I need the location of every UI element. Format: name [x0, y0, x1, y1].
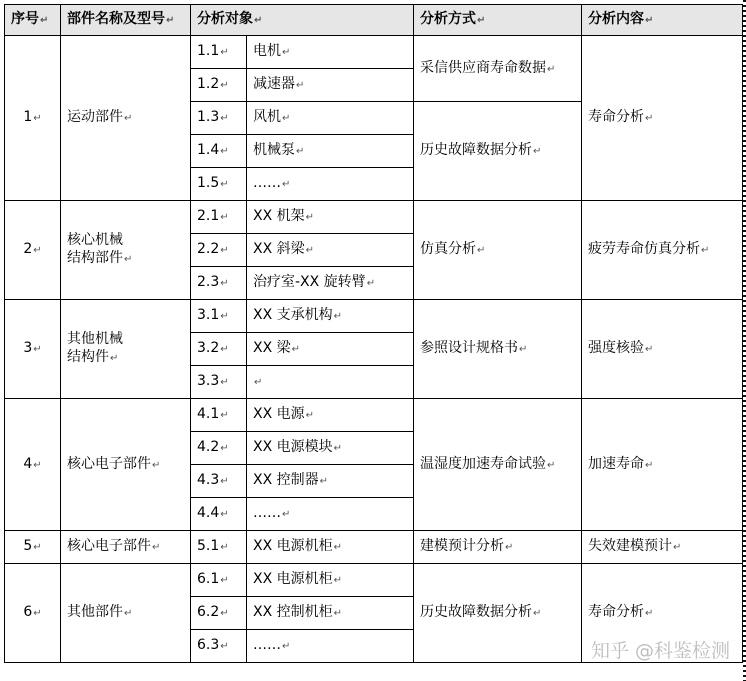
item-number-cell: 6.3↵ [191, 630, 247, 663]
item-number-cell: 4.4↵ [191, 498, 247, 531]
analysis-object-cell: XX 控制器↵ [247, 465, 414, 498]
table-row [5, 531, 743, 564]
part-name-line: 其他部件↵ [67, 604, 133, 620]
seq-cell: 4↵ [5, 399, 61, 531]
analysis-object-cell: 减速器↵ [247, 69, 414, 102]
part-name-cell [61, 36, 191, 201]
item-number-cell: 6.2↵ [191, 597, 247, 630]
part-name-cell [61, 564, 191, 663]
seq-cell: 2↵ [5, 201, 61, 300]
analysis-object-cell: XX 梁↵ [247, 333, 414, 366]
seq-cell: 5↵ [5, 531, 61, 564]
table-body [5, 36, 743, 663]
item-number-cell: 1.2↵ [191, 69, 247, 102]
analysis-object-cell: ……↵ [247, 498, 414, 531]
analysis-method-cell: 采信供应商寿命数据↵ [414, 36, 582, 102]
part-name-cell [61, 531, 191, 564]
item-number-cell: 2.1↵ [191, 201, 247, 234]
part-name-line: 核心机械 [67, 232, 123, 248]
header-analysis-object: 分析对象↵ [191, 5, 414, 36]
watermark: 知乎 @科鉴检测 [590, 640, 730, 662]
analysis-method-cell: 仿真分析↵ [414, 201, 582, 300]
part-name-line: 结构件↵ [67, 349, 119, 365]
item-number-cell: 4.2↵ [191, 432, 247, 465]
item-number-cell: 1.3↵ [191, 102, 247, 135]
analysis-object-cell: XX 机架↵ [247, 201, 414, 234]
header-analysis-method: 分析方式↵ [414, 5, 582, 36]
analysis-content-cell: 寿命分析↵ [582, 36, 743, 201]
analysis-content-cell: 强度核验↵ [582, 300, 743, 399]
table-row [5, 564, 743, 597]
part-name-line: 核心电子部件↵ [67, 538, 161, 554]
analysis-object-cell: ……↵ [247, 630, 414, 663]
item-number-cell: 4.1↵ [191, 399, 247, 432]
item-number-cell: 2.2↵ [191, 234, 247, 267]
analysis-content-cell: 疲劳寿命仿真分析↵ [582, 201, 743, 300]
analysis-method-cell: 历史故障数据分析↵ [414, 564, 582, 663]
analysis-method-cell: 温湿度加速寿命试验↵ [414, 399, 582, 531]
analysis-object-cell: ……↵ [247, 168, 414, 201]
part-name-line: 运动部件↵ [67, 109, 133, 125]
item-number-cell: 3.3↵ [191, 366, 247, 399]
analysis-object-cell: ↵ [247, 366, 414, 399]
item-number-cell: 6.1↵ [191, 564, 247, 597]
seq-cell: 6↵ [5, 564, 61, 663]
item-number-cell: 1.1↵ [191, 36, 247, 69]
analysis-method-cell: 历史故障数据分析↵ [414, 102, 582, 201]
header-seq: 序号↵ [5, 5, 61, 36]
analysis-object-cell: XX 控制机柜↵ [247, 597, 414, 630]
header-part-name: 部件名称及型号↵ [61, 5, 191, 36]
analysis-object-cell: 风机↵ [247, 102, 414, 135]
analysis-object-cell: XX 电源机柜↵ [247, 531, 414, 564]
header-analysis-content: 分析内容↵ [582, 5, 743, 36]
part-name-cell [61, 300, 191, 399]
part-name-line: 结构部件↵ [67, 250, 133, 266]
analysis-object-cell: XX 支承机构↵ [247, 300, 414, 333]
item-number-cell: 4.3↵ [191, 465, 247, 498]
analysis-object-cell: XX 电源机柜↵ [247, 564, 414, 597]
part-name-line: 核心电子部件↵ [67, 455, 161, 472]
analysis-content-cell: 失效建模预计↵ [582, 531, 743, 564]
analysis-content-cell: 加速寿命↵ [582, 399, 743, 531]
item-number-cell: 1.5↵ [191, 168, 247, 201]
table-row [5, 300, 743, 333]
item-number-cell: 3.2↵ [191, 333, 247, 366]
analysis-object-cell: XX 斜梁↵ [247, 234, 414, 267]
table-header [5, 5, 743, 36]
analysis-object-cell: XX 电源↵ [247, 399, 414, 432]
part-name-cell [61, 399, 191, 531]
part-name-cell [61, 201, 191, 300]
analysis-method-cell: 参照设计规格书↵ [414, 300, 582, 399]
item-number-cell: 1.4↵ [191, 135, 247, 168]
analysis-object-cell: 机械泵↵ [247, 135, 414, 168]
table-row [5, 201, 743, 234]
seq-cell: 3↵ [5, 300, 61, 399]
item-number-cell: 2.3↵ [191, 267, 247, 300]
analysis-object-cell: 治疗室-XX 旋转臂↵ [247, 267, 414, 300]
analysis-object-cell: XX 电源模块↵ [247, 432, 414, 465]
table-row [5, 399, 743, 432]
analysis-method-cell: 建模预计分析↵ [414, 531, 582, 564]
seq-cell: 1↵ [5, 36, 61, 201]
item-number-cell: 3.1↵ [191, 300, 247, 333]
analysis-object-cell: 电机↵ [247, 36, 414, 69]
analysis-table [4, 4, 743, 663]
analysis-content-cell: 寿命分析↵ [582, 564, 743, 663]
item-number-cell: 5.1↵ [191, 531, 247, 564]
part-name-line: 其他机械 [67, 331, 123, 347]
table-row [5, 36, 743, 69]
